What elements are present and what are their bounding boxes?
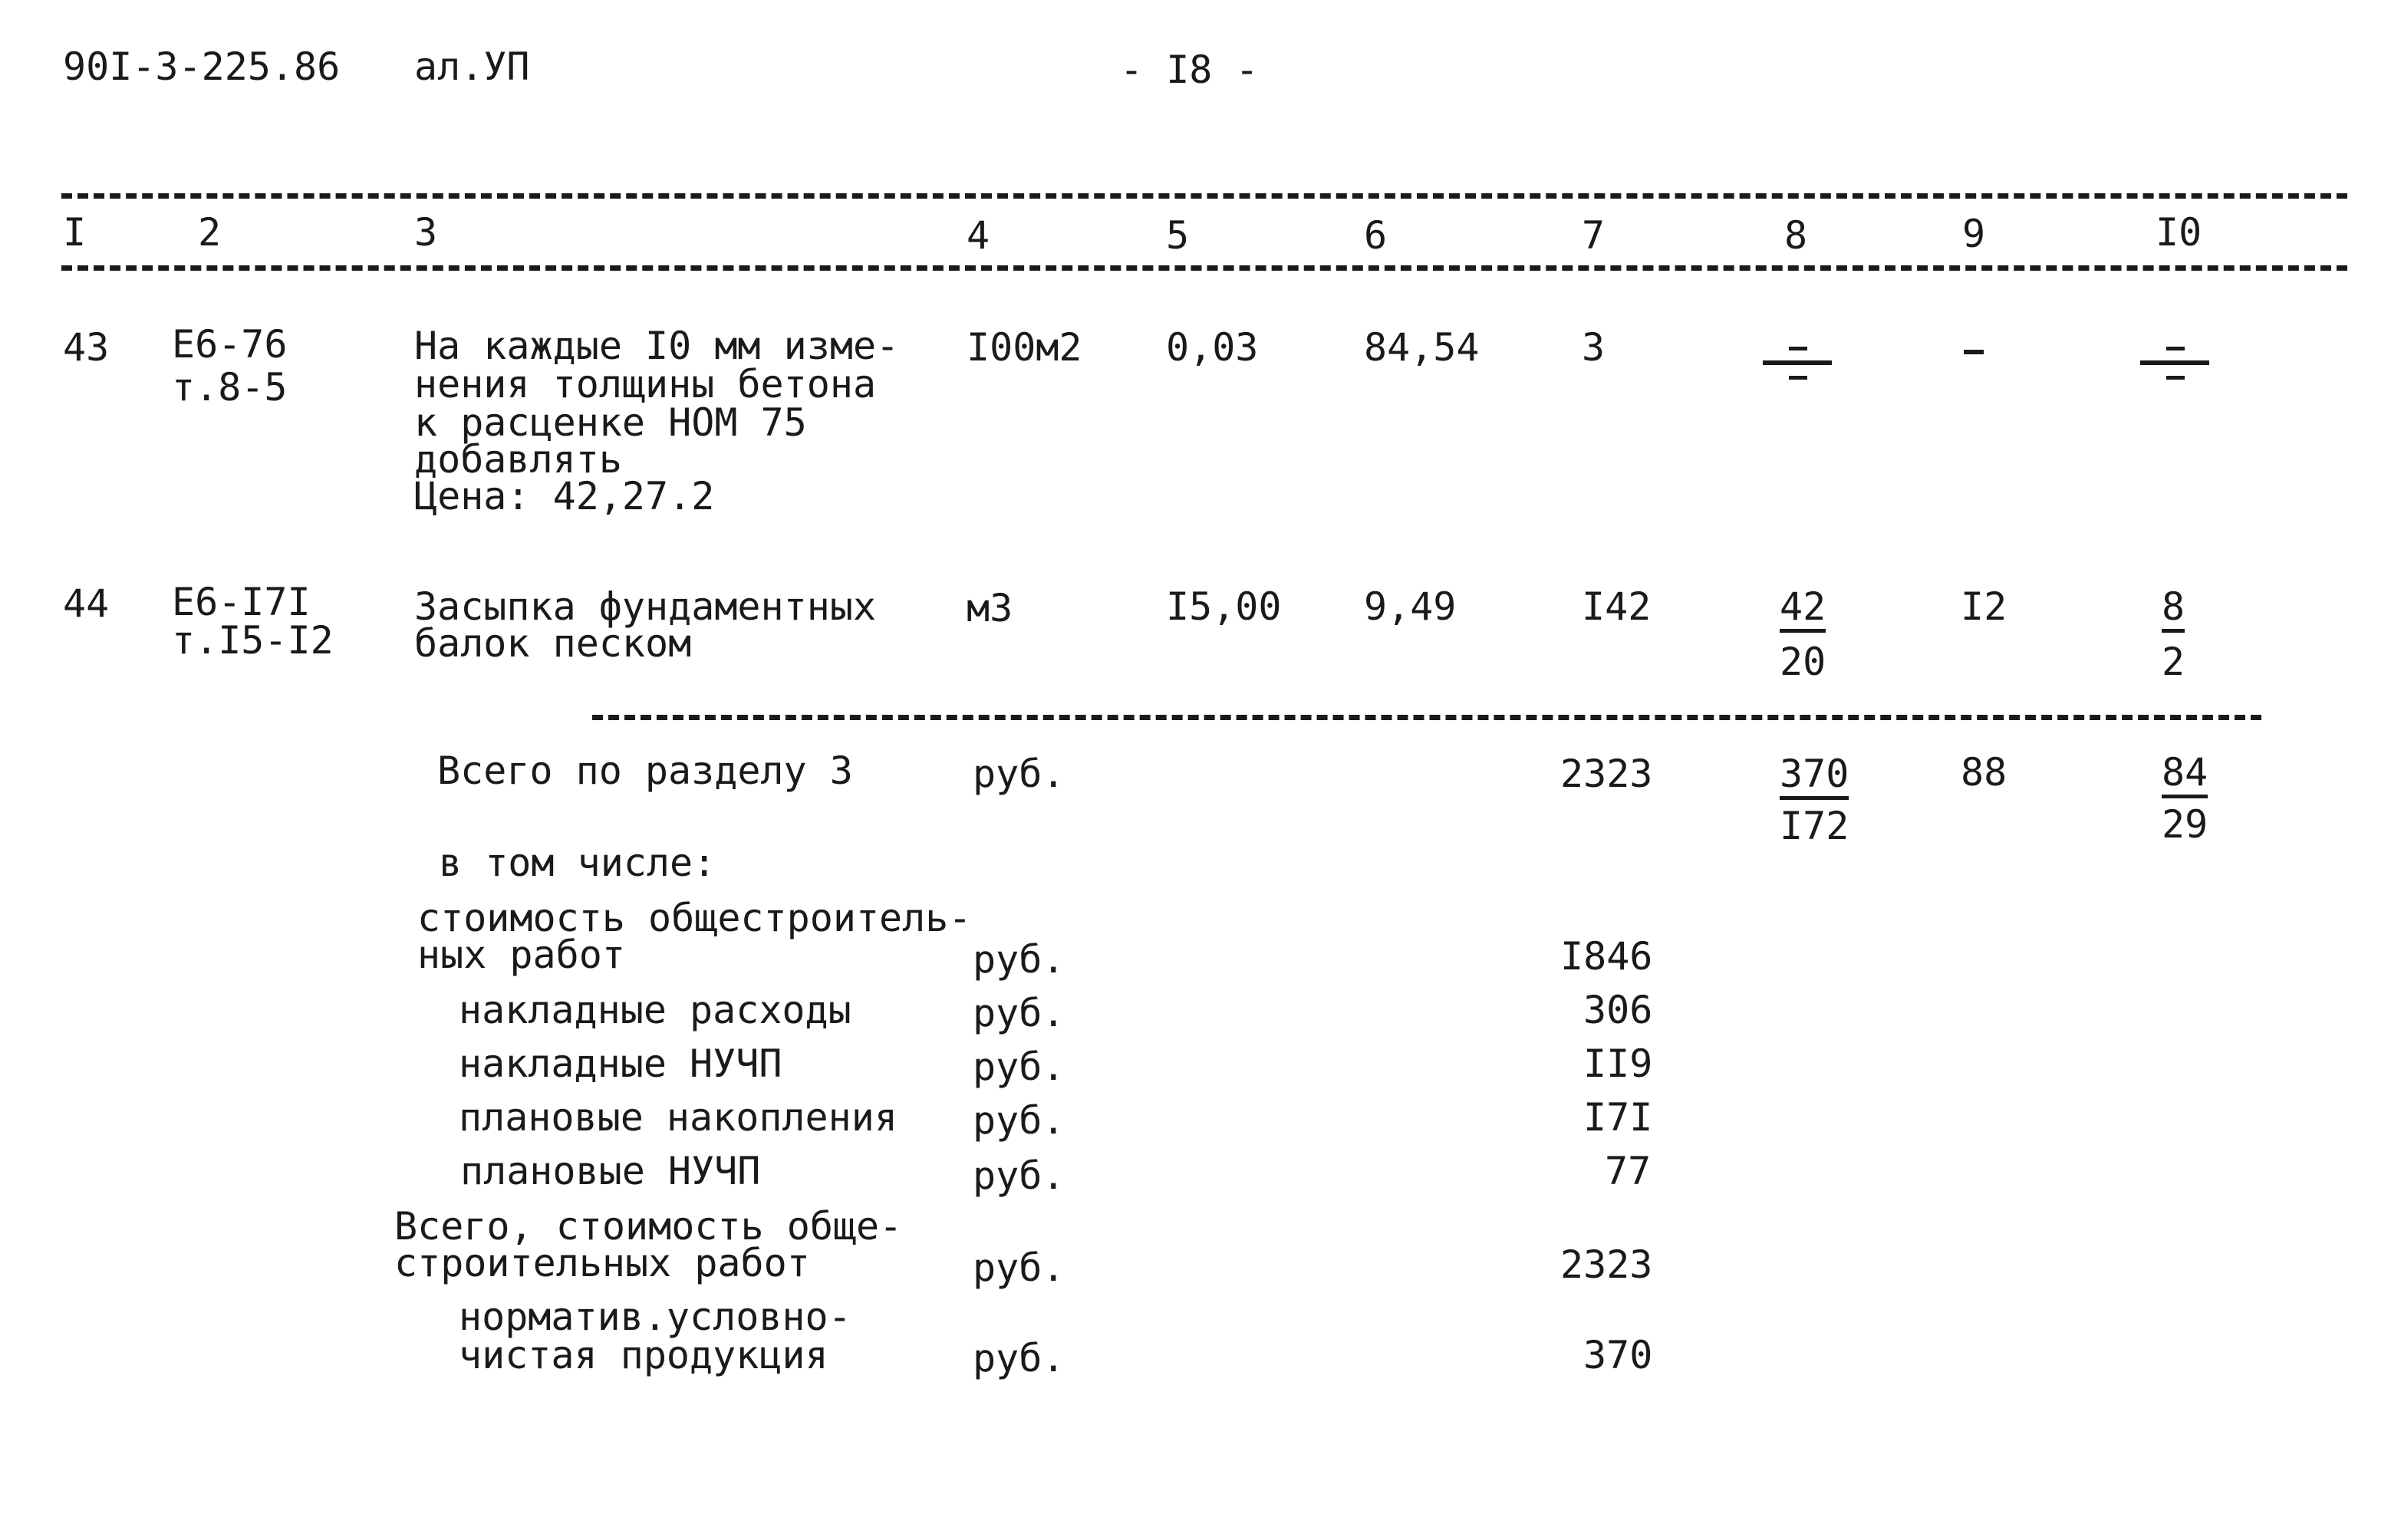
item-unit: руб.	[973, 1045, 1065, 1089]
unit: I00м2	[967, 325, 1082, 370]
item-value: 370	[1583, 1333, 1653, 1377]
item-unit: руб.	[973, 1153, 1065, 1198]
description-line: На каждые I0 мм изме-	[414, 324, 900, 368]
item-label: накладные НУЧП	[459, 1041, 782, 1086]
section-total-col9: 88	[1961, 750, 2007, 795]
description-line: добавлять	[414, 437, 622, 482]
page-number: - I8 -	[1120, 48, 1259, 92]
unit-price: 9,49	[1364, 584, 1457, 629]
item-label: плановые накопления	[459, 1095, 897, 1140]
quantity: 0,03	[1166, 325, 1259, 370]
wage-subvalue: 20	[1780, 640, 1826, 684]
summary-rule	[592, 715, 2261, 720]
row-number: 44	[63, 581, 110, 626]
rate-code: Е6-I7I	[172, 580, 311, 624]
unit: м3	[967, 586, 1013, 630]
item-value: 77	[1605, 1149, 1652, 1193]
item-value: 2323	[1560, 1242, 1653, 1287]
col-header-10: I0	[2156, 210, 2202, 255]
item-label: накладные расходы	[459, 988, 851, 1032]
section-total-unit: руб.	[973, 752, 1065, 796]
row-number: 43	[63, 325, 110, 370]
unit-price: 84,54	[1364, 325, 1480, 370]
item-value: I846	[1560, 934, 1653, 979]
description-line: балок песком	[414, 621, 692, 666]
section-total-col10: 84	[2162, 753, 2208, 798]
item-unit: руб.	[973, 1245, 1065, 1290]
rate-table-ref: т.8-5	[172, 365, 288, 410]
col-header-1: I	[63, 210, 87, 255]
item-label: ных работ	[417, 933, 625, 977]
col-header-8: 8	[1784, 213, 1808, 258]
item-unit: руб.	[973, 1336, 1065, 1380]
machine-value: I2	[1961, 584, 2007, 629]
including-label: в том числе:	[439, 841, 716, 885]
item-value: 306	[1583, 988, 1653, 1032]
col-header-2: 2	[198, 210, 222, 255]
wage-value: 42	[1780, 587, 1826, 633]
section-total-col10-sub: 29	[2162, 802, 2208, 847]
column10-value: 8	[2162, 587, 2185, 633]
item-label: Всего, стоимость обще-	[394, 1204, 903, 1249]
item-unit: руб.	[973, 991, 1065, 1035]
item-value: II9	[1583, 1041, 1653, 1086]
divide-mark	[1763, 341, 1832, 387]
album-label: ал.УП	[414, 44, 530, 89]
header-top-rule	[61, 193, 2347, 199]
col-header-9: 9	[1962, 212, 1986, 256]
divide-mark	[2140, 341, 2209, 387]
quantity: I5,00	[1166, 584, 1282, 629]
section-total-wages: 370	[1780, 755, 1849, 800]
item-unit: руб.	[973, 937, 1065, 982]
item-label: строительных работ	[394, 1241, 810, 1285]
col-header-6: 6	[1364, 213, 1388, 258]
col-header-3: 3	[414, 210, 438, 255]
section-total-label: Всего по разделу 3	[437, 749, 853, 793]
item-label: плановые НУЧП	[460, 1149, 761, 1193]
rate-table-ref: т.I5-I2	[172, 618, 334, 663]
empty-dash	[1964, 350, 1984, 354]
item-value: I7I	[1583, 1095, 1653, 1140]
col-header-7: 7	[1582, 213, 1606, 258]
item-label: норматив.условно-	[459, 1295, 851, 1339]
total-cost: I42	[1582, 584, 1652, 629]
rate-code: Е6-76	[172, 322, 288, 367]
document-code: 90I-3-225.86	[63, 44, 341, 89]
description-line: Цена: 42,27.2	[414, 474, 715, 518]
item-unit: руб.	[973, 1098, 1065, 1143]
col-header-5: 5	[1166, 213, 1190, 258]
description-line: нения толщины бетона	[414, 362, 877, 406]
description-line: к расценке НОМ 75	[414, 400, 807, 445]
col-header-4: 4	[967, 213, 990, 258]
column10-subvalue: 2	[2162, 640, 2185, 684]
item-label: чистая продукция	[459, 1333, 828, 1377]
header-bottom-rule	[61, 265, 2347, 271]
description-line: Засыпка фундаментных	[414, 584, 877, 629]
section-total-value: 2323	[1560, 752, 1653, 796]
total-cost: 3	[1582, 325, 1606, 370]
item-label: стоимость общестроитель-	[417, 896, 972, 940]
section-total-wages-sub: I72	[1780, 804, 1849, 848]
